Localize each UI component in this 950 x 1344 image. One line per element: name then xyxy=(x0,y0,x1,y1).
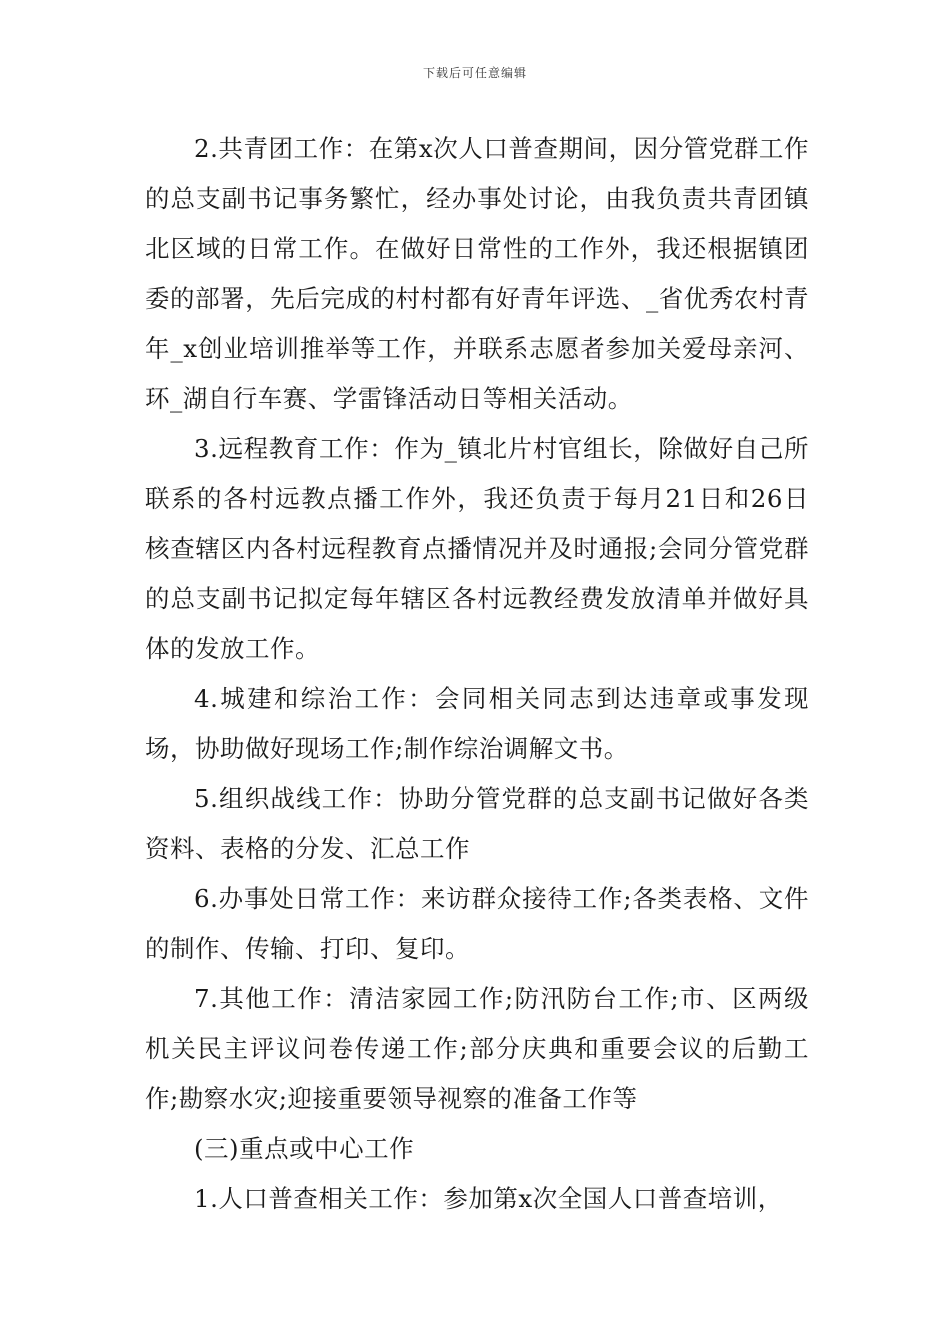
paragraph-daily-office: 6.办事处日常工作：来访群众接待工作;各类表格、文件的制作、传输、打印、复印。 xyxy=(145,884,809,963)
paragraph-other-work: 7.其他工作：清洁家园工作;防汛防台工作;市、区两级机关民主评议问卷传递工作;部分庆典和重要会议的后勤工作;勘察水灾;迎接重要领导视察的准备工作等 xyxy=(145,984,809,1113)
paragraph-remote-education: 3.远程教育工作：作为_镇北片村官组长，除做好自己所联系的各村远教点播工作外，我还负责于每月21日和26日核查辖区内各村远程教育点播情况并及时通报;会同分管党群的总支副书记拟定每年辖区各村远教经费发放清单并做好具体的发放工作。 xyxy=(145,434,809,663)
paragraph-census: 1.人口普查相关工作：参加第x次全国人口普查培训， xyxy=(194,1184,783,1213)
paragraph-urban-construction: 4.城建和综治工作：会同相关同志到达违章或事发现场，协助做好现场工作;制作综治调解文书。 xyxy=(145,684,809,763)
page-header: 下载后可任意编辑 xyxy=(422,66,527,80)
paragraph-organization: 5.组织战线工作：协助分管党群的总支副书记做好各类资料、表格的分发、汇总工作 xyxy=(145,784,809,863)
paragraph-youth-league: 2.共青团工作：在第x次人口普查期间，因分管党群工作的总支副书记事务繁忙，经办事处讨论，由我负责共青团镇北区域的日常工作。在做好日常性的工作外，我还根据镇团委的部署，先后完成的村村都有好青年评选、_省优秀农村青年_x创业培训推举等工作，并联系志愿者参加关爱母亲河、环_湖自行车赛、学雷锋活动日等相关活动。 xyxy=(145,134,809,413)
document-body xyxy=(145,124,809,1224)
section-heading-key-work: (三)重点或中心工作 xyxy=(194,1134,415,1163)
